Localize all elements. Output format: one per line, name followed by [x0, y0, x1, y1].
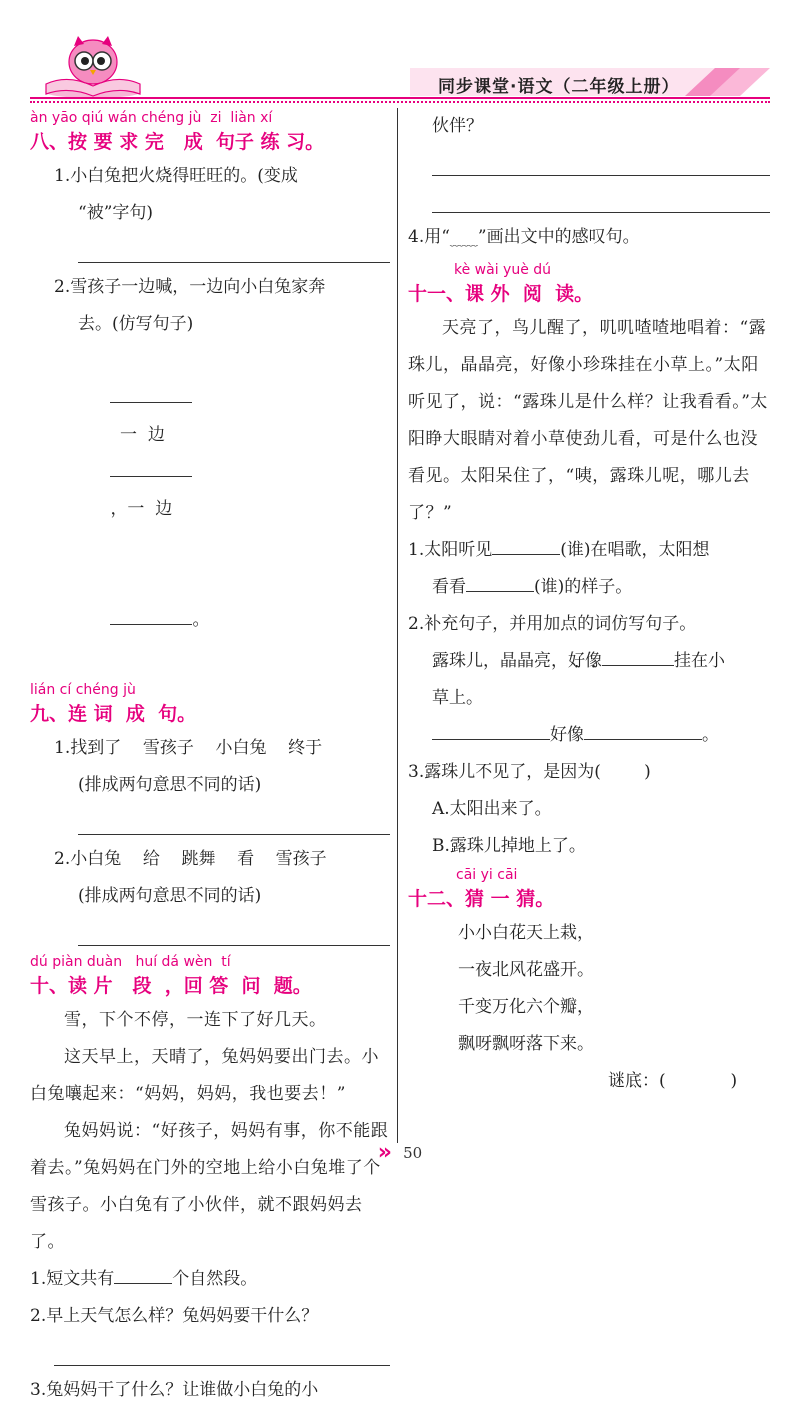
header-rule: [30, 97, 770, 99]
s8-q1-answer-line[interactable]: [78, 232, 390, 263]
s10-q4-line: [408, 219, 770, 260]
page-footer: [0, 1140, 800, 1165]
s8-q2-blank-3[interactable]: [110, 606, 192, 625]
s10-paragraph-3: 兔妈妈说：“好孩子，妈妈有事，你不能跟着去。”兔妈妈在门外的空地上给小白兔堆了个雪孩子。小白兔有了小伙伴，就不跟妈妈去了。: [30, 1121, 389, 1252]
page-header: [30, 30, 770, 102]
s8-q2-end: 。: [192, 610, 210, 630]
s11-q2-blank-1[interactable]: [602, 647, 674, 666]
section-8-pinyin: àn yāo qiú wán chéng jù zi liàn xí: [30, 110, 273, 126]
s10-q4-post: ”画出文中的感叹句。: [477, 227, 640, 247]
dotted-word-xiang: 像: [585, 651, 602, 671]
riddle-line-1: 小小白花天上栽，: [458, 923, 594, 943]
double-chevron-icon: »: [377, 1140, 393, 1165]
left-column: [30, 108, 393, 1409]
section-12-pinyin: cāi yi cāi: [456, 867, 518, 883]
s11-q2-post: 挂在小: [674, 651, 725, 671]
s11-q2-pre: 露珠儿，晶晶亮，: [432, 651, 568, 671]
section-8-title: 八、按 要 求 完 成 句子 练 习。: [30, 131, 325, 153]
s8-q2-line2: 去。(仿写句子): [78, 314, 194, 334]
s11-q1-line1: [408, 532, 770, 569]
s10-q1-line: [30, 1261, 390, 1298]
s8-q2-blank-2[interactable]: [110, 458, 192, 477]
section-10-title: 十、读 片 段 ，回 答 问 题。: [30, 975, 312, 997]
owl-book-logo-icon: [38, 34, 148, 100]
section-12-title: 十二、猜 一 猜。: [408, 888, 555, 910]
s10-q2-answer-line[interactable]: [54, 1335, 390, 1366]
s11-q1-line2: [408, 569, 770, 606]
header-dotted-rule: [30, 101, 770, 103]
s11-q3-option-a[interactable]: A.太阳出来了。: [432, 799, 552, 819]
s9-q1-line1: 1.找到了 雪孩子 小白兔 终于: [54, 738, 323, 758]
riddle-line-4: 飘呀飘呀落下来。: [458, 1034, 594, 1054]
s8-q2-blank-1[interactable]: [110, 384, 192, 403]
s8-q2-fill-line: [30, 343, 390, 565]
s9-q1-answer-line[interactable]: [78, 804, 390, 835]
s11-q1b-pre: 看看: [432, 577, 466, 597]
s10-q3-answer-line-2[interactable]: [432, 182, 770, 213]
s11-q3-line: 3.露珠儿不见了，是因为( ): [408, 762, 651, 782]
s10-q3-line: 3.兔妈妈干了什么？让谁做小白兔的小: [30, 1380, 319, 1400]
section-9-pinyin: lián cí chéng jù: [30, 682, 136, 698]
riddle-line-3: 千变万化六个瓣，: [458, 997, 594, 1017]
s10-q1-blank[interactable]: [114, 1265, 172, 1284]
dotted-word-hao: 好: [568, 651, 585, 671]
s10-q3-continued: 伙伴？: [432, 116, 483, 136]
s11-q2-line3: 草上。: [432, 688, 483, 708]
s8-q1-line1: 1.小白兔把火烧得旺旺的。(变成: [54, 166, 298, 186]
s10-q4-pre: 4.用“: [408, 227, 450, 247]
s8-q2-line1: 2.雪孩子一边喊，一边向小白兔家奔: [54, 277, 326, 297]
s11-q1-pre: 1.太阳听见: [408, 540, 493, 560]
riddle-answer[interactable]: 谜底：( ): [608, 1071, 738, 1091]
s11-q1-blank-2[interactable]: [466, 573, 534, 592]
right-column: [408, 108, 770, 1100]
s11-q2-line4: [408, 717, 770, 754]
page-number: 50: [403, 1143, 423, 1162]
s8-q2-text-1: 一 边: [120, 425, 165, 445]
column-divider: [397, 108, 398, 1143]
s10-q2-line: 2.早上天气怎么样？兔妈妈要干什么？: [30, 1306, 319, 1326]
s9-q2-line2: (排成两句意思不同的话): [78, 886, 262, 906]
wavy-underline-mark: ﹏﹏: [449, 233, 478, 249]
s9-q2-line1: 2.小白兔 给 跳舞 看 雪孩子: [54, 849, 327, 869]
s11-q2-blank-2[interactable]: [432, 721, 550, 740]
s11-q1-post: (谁)在唱歌，太阳想: [560, 540, 710, 560]
section-9-title: 九、连 词 成 句。: [30, 703, 197, 725]
s10-paragraph-1: 雪，下个不停，一连下了好几天。: [64, 1010, 327, 1030]
s9-q1-line2: (排成两句意思不同的话): [78, 775, 262, 795]
section-11-title: 十一、课 外 阅 读。: [408, 283, 594, 305]
header-title: 同步课堂·语文（二年级上册）: [438, 77, 680, 97]
s11-q2-line1: 2.补充句子，并用加点的词仿写句子。: [408, 614, 697, 634]
s11-q2-blank-3[interactable]: [584, 721, 702, 740]
s11-q2-end: 。: [702, 725, 719, 745]
s10-paragraph-2: 这天早上，天晴了，兔妈妈要出门去。小白兔嚷起来：“妈妈，妈妈，我也要去！”: [30, 1047, 379, 1104]
s8-q1-line2: “被”字句): [78, 203, 154, 223]
s11-q2-mid: 好像: [550, 725, 584, 745]
section-10-pinyin: dú piàn duàn huí dá wèn tí: [30, 954, 231, 970]
s9-q2-answer-line[interactable]: [78, 915, 390, 946]
s8-q2-text-2: ，一 边: [110, 499, 173, 519]
s8-q2-fill-line-2: [30, 565, 390, 676]
riddle-line-2: 一夜北风花盛开。: [458, 960, 594, 980]
s10-q1-post: 个自然段。: [172, 1269, 258, 1289]
section-11-pinyin: kè wài yuè dú: [454, 262, 552, 278]
s11-q3-option-b[interactable]: B.露珠儿掉地上了。: [432, 836, 586, 856]
s11-q2-line2: [408, 643, 770, 680]
s11-q1b-post: (谁)的样子。: [534, 577, 633, 597]
s10-q3-answer-line-1[interactable]: [432, 145, 770, 176]
s11-passage: 天亮了，鸟儿醒了，叽叽喳喳地唱着：“露珠儿，晶晶亮，好像小珍珠挂在小草上。”太阳听见了，说：“露珠儿是什么样？让我看看。”太阳睁大眼睛对着小草使劲儿看，可是什么也没看见。太阳呆住了，“咦，露珠儿呢，哪儿去了？”: [408, 318, 768, 523]
s11-q1-blank-1[interactable]: [492, 536, 560, 555]
s10-q1-pre: 1.短文共有: [30, 1269, 115, 1289]
